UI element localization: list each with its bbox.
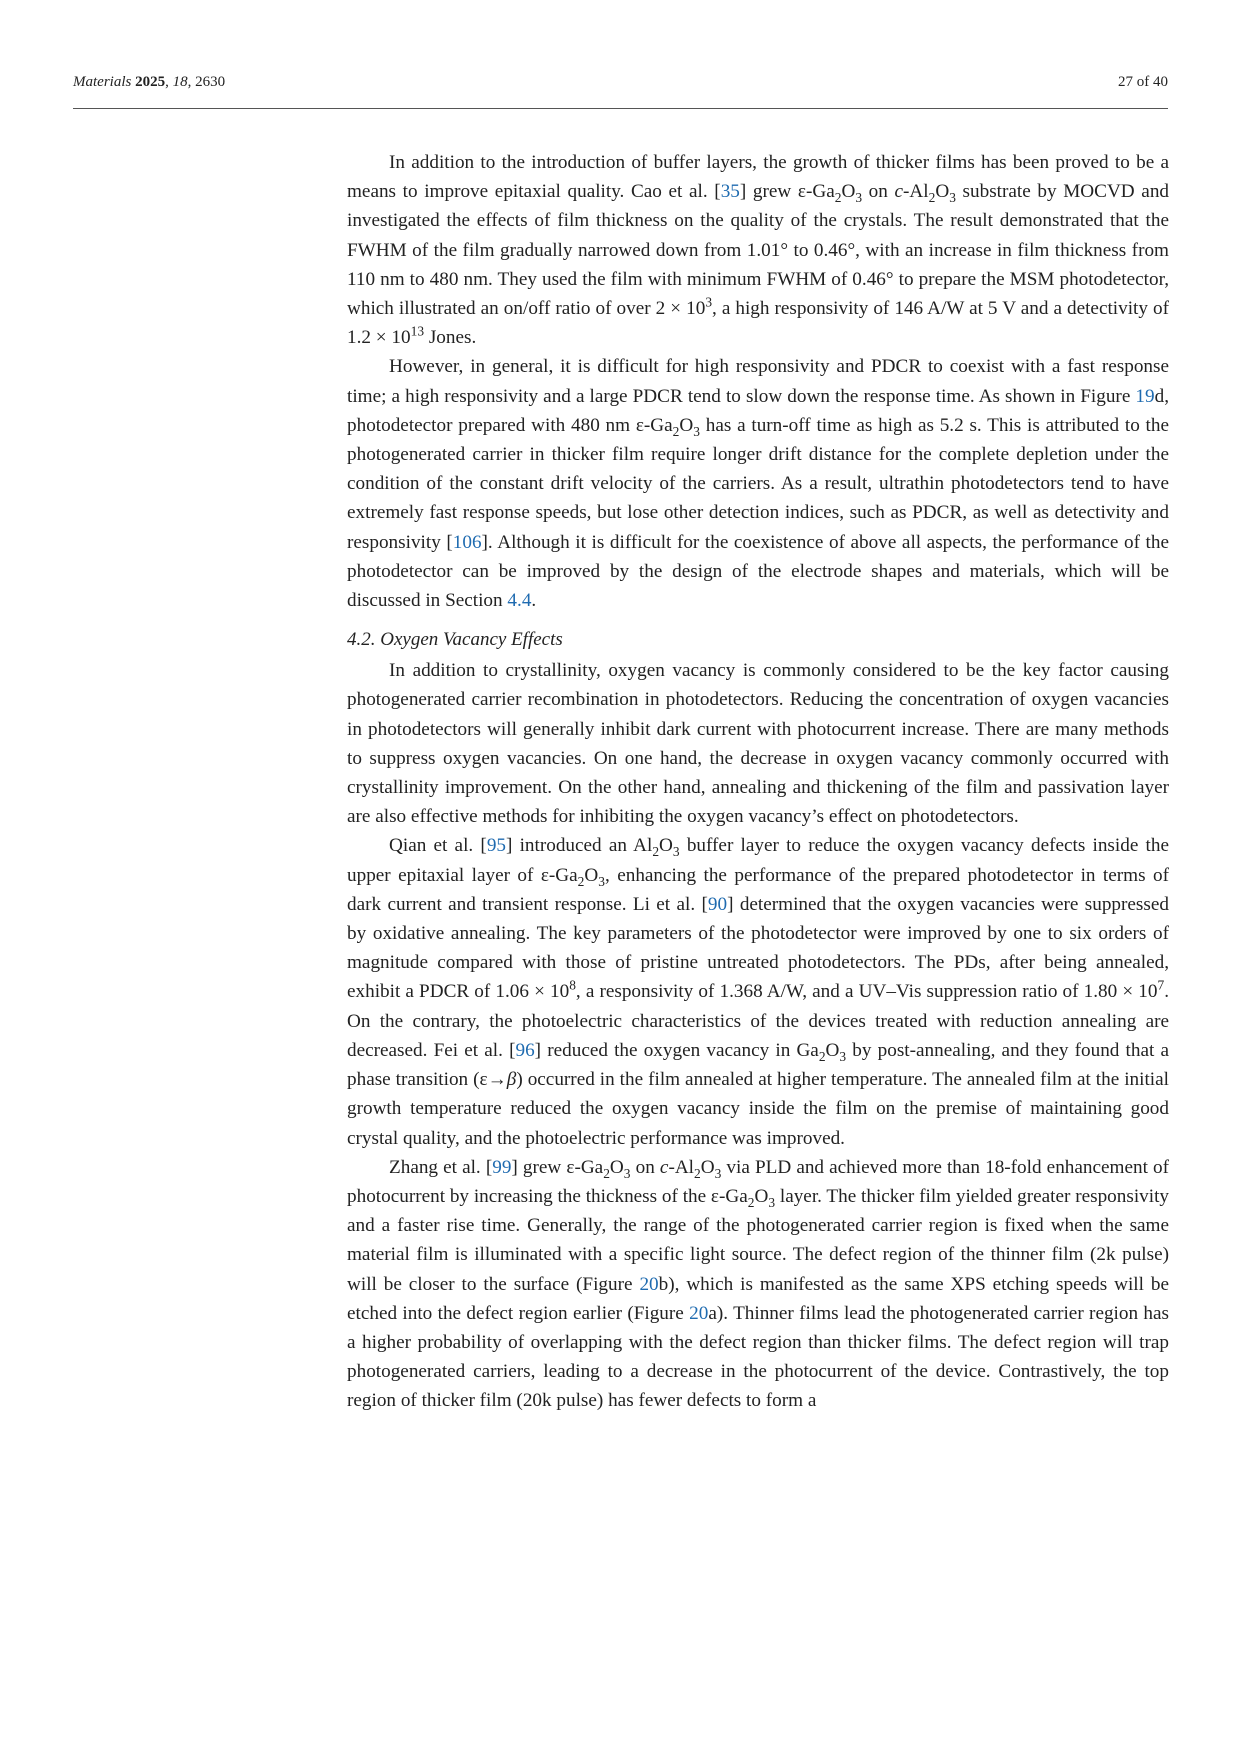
page-header: [73, 72, 1168, 109]
journal-citation: Materials 2025, 18, 2630: [73, 74, 226, 90]
figure-link-20a[interactable]: 20: [689, 1302, 709, 1324]
article-number: 2630: [195, 74, 226, 90]
paragraph-5: Zhang et al. [99] grew $\varepsilon-Ga_2O_3$ on $c-Al_2O_3$ via PLD and achieved more than 18-fold enhancement of photocurrent by increasing the thickness of the $\varepsilon-Ga_2O_3$ layer. The thicker film yielded greater responsivity and a faster rise time. Generally, the range of the photogenerated carrier region is fixed when the same material film is illuminated with a specific light source. The defect region of the thinner film (2k pulse) will be closer to the surface (Figure 20b), which is manifested as the same XPS etching speeds will be etched into the defect region earlier (Figure 20a). Thinner films lead the photogenerated carrier region has a higher probability of overlapping with the defect region than thicker films. The defect region will trap photogenerated carriers, leading to a decrease in the photocurrent of the device. Contrastively, the top region of thicker film (20k pulse) has fewer defects to form a: [347, 1156, 1170, 1412]
paragraph-1: In addition to the introduction of buffer layers, the growth of thicker films has been proved to be a means to improve epitaxial quality. Cao et al. [35] grew $\varepsilon-Ga_2O_3$ on $c-Al_2O_3$ substrate by MOCVD and investigated the effects of film thickness on the quality of the crystals. The result demonstrated that the FWHM of the film gradually narrowed down from 1.01° to 0.46°, with an increase in film thickness from 110 nm to 480 nm. They used the film with minimum FWHM of 0.46° to prepare the MSM photodetector, which illustrated an on/off ratio of over $2 \times 10^3$, a high responsivity of 146 A/W at 5 V and a detectivity of $1.2 \times 10^{13}$ Jones.: [347, 152, 1170, 349]
section-link-4-4[interactable]: 4.4: [507, 590, 532, 612]
journal-volume: 18: [172, 74, 188, 90]
ref-link-106[interactable]: 106: [452, 531, 482, 553]
page-number: 27 of 40: [1118, 74, 1168, 90]
paragraph-2: However, in general, it is difficult for high responsivity and PDCR to coexist with a fast response time; a high responsivity and a large PDCR tend to slow down the response time. As shown in Figure 19d, photodetector prepared with 480 nm $\varepsilon-Ga_2O_3$ has a turn-off time as high as 5.2 s. This is attributed to the photogenerated carrier in thicker film require longer drift distance for the complete depletion under the condition of the constant drift velocity of the carriers. As a result, ultrathin photodetectors tend to have extremely fast response speeds, but lose other detection indices, such as PDCR, as well as detectivity and responsivity [106]. Although it is difficult for the coexistence of above all aspects, the performance of the photodetector can be improved by the design of the electrode shapes and materials, which will be discussed in Section 4.4.: [347, 356, 1169, 612]
paragraph-3: In addition to crystallinity, oxygen vacancy is commonly considered to be the key factor causing photogenerated carrier recombination in photodetectors. Reducing the concentration of oxygen vacancies in photodetectors will generally inhibit dark current with photocurrent increase. There are many methods to suppress oxygen vacancies. On one hand, the decrease in oxygen vacancy commonly occurred with crystallinity improvement. On the other hand, annealing and thickening of the film and passivation layer are also effective methods for inhibiting the oxygen vacancy’s effect on photodetectors.: [347, 660, 1169, 828]
ref-link-99[interactable]: 99: [492, 1156, 512, 1178]
figure-link-20b[interactable]: 20: [639, 1273, 659, 1295]
ref-link-90[interactable]: 90: [707, 893, 728, 915]
paragraph-4: Qian et al. [95] introduced an $Al_2O_3$ buffer layer to reduce the oxygen vacancy defects inside the upper epitaxial layer of $\varepsilon-Ga_2O_3$, enhancing the performance of the prepared photodetector in terms of dark current and transient response. Li et al. [90] determined that the oxygen vacancies were suppressed by oxidative annealing. The key parameters of the photodetector were improved by one to six orders of magnitude compared with those of pristine untreated photodetectors. The PDs, after being annealed, exhibit a PDCR of $1.06 \times 10^8$, a responsivity of 1.368 A/W, and a UV–Vis suppression ratio of $1.80 \times 10^7$. On the contrary, the photoelectric characteristics of the devices treated with reduction annealing are decreased. Fei et al. [96] reduced the oxygen vacancy in $Ga_2O_3$ by post-annealing, and they found that a phase transition (ε→β) occurred in the film annealed at higher temperature. The annealed film at the initial growth temperature reduced the oxygen vacancy inside the film on the premise of maintaining good crystal quality, and the photoelectric performance was improved.: [347, 835, 1169, 1149]
main-content: [347, 148, 1169, 1416]
journal-name: Materials: [73, 74, 132, 90]
ref-link-95[interactable]: 95: [486, 835, 506, 857]
ref-link-96[interactable]: 96: [515, 1039, 535, 1061]
section-heading: 4.2. Oxygen Vacancy Effects: [347, 629, 563, 651]
figure-link-19[interactable]: 19: [1135, 385, 1155, 407]
journal-year: 2025: [135, 74, 166, 90]
ref-link-35[interactable]: 35: [720, 181, 740, 203]
